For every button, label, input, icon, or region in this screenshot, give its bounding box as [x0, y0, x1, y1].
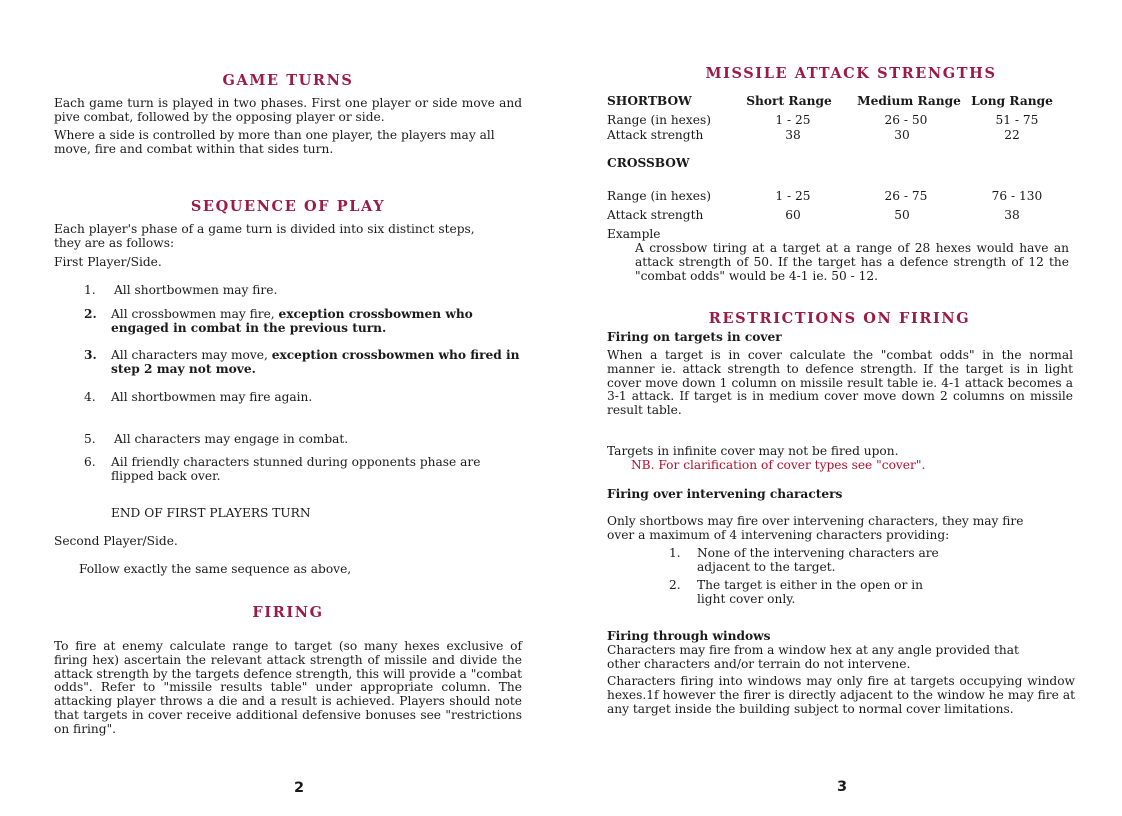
- missile-heading: MISSILE ATTACK STRENGTHS: [705, 65, 997, 82]
- table-cell: 51 - 75: [995, 113, 1039, 127]
- row-label: Attack strength: [607, 208, 704, 222]
- step-number: 2.: [84, 307, 97, 321]
- row-label: Range (in hexes): [607, 189, 711, 203]
- right-page: [561, 0, 1122, 816]
- example-label: Example: [607, 227, 661, 241]
- item-text: The target is either in the open or in light cover only.: [697, 578, 923, 606]
- step-number: 6.: [84, 455, 96, 469]
- row-label: Range (in hexes): [607, 113, 711, 127]
- first-player-label: First Player/Side.: [54, 255, 162, 269]
- table-cell: 60: [785, 208, 801, 222]
- table-cell: 1 - 25: [775, 113, 811, 127]
- step-number: 4.: [84, 390, 96, 404]
- row-label: Attack strength: [607, 128, 704, 142]
- table-cell: 26 - 75: [884, 189, 928, 203]
- game-turns-heading: GAME TURNS: [222, 72, 354, 89]
- step-text: All characters may move, exception crossbowmen who fired in step 2 may not move.: [111, 348, 520, 376]
- column-header: Medium Range: [857, 94, 961, 108]
- item-number: 1.: [669, 546, 681, 560]
- end-first-turn: END OF FIRST PLAYERS TURN: [111, 506, 311, 520]
- infinite-cover-text: Targets in infinite cover may not be fired upon.: [607, 444, 899, 458]
- step-text: All shortbowmen may fire again.: [111, 390, 313, 404]
- crossbow-title: CROSSBOW: [607, 156, 690, 170]
- table-cell: 22: [1004, 128, 1020, 142]
- step-number: 3.: [84, 348, 97, 362]
- follow-text: Follow exactly the same sequence as above,: [79, 562, 352, 576]
- item-text: None of the intervening characters are adjacent to the target.: [697, 546, 939, 574]
- game-turns-paragraph-1: Each game turn is played in two phases. First one player or side move and pive combat, followed by the opposing player or side.: [54, 96, 522, 124]
- table-cell: 38: [1004, 208, 1020, 222]
- table-cell: 26 - 50: [884, 113, 928, 127]
- step-text: All shortbowmen may fire.: [114, 283, 278, 297]
- shortbow-title: SHORTBOW: [607, 94, 692, 108]
- firing-paragraph: To fire at enemy calculate range to target (so many hexes exclusive of firing hex) ascertain the relevant attack strength of missile and divide the attack strength by the targets defence strength, this will provide a "combat odds". Refer to "missile results table" under appropriate column. The attacking player throws a die and a result is achieved. Players should note that targets in cover receive additional defensive bonuses see "restrictions on firing".: [54, 639, 522, 736]
- intervening-subtitle: Firing over intervening characters: [607, 487, 843, 501]
- page-number: 3: [837, 779, 848, 795]
- cover-note: NB. For clarification of cover types see "cover".: [631, 458, 926, 472]
- step-text: All characters may engage in combat.: [114, 432, 349, 446]
- table-cell: 76 - 130: [991, 189, 1043, 203]
- table-cell: 30: [894, 128, 910, 142]
- sequence-intro: Each player's phase of a game turn is divided into six distinct steps, they are as follows:: [54, 222, 475, 250]
- item-number: 2.: [669, 578, 681, 592]
- game-turns-paragraph-2: Where a side is controlled by more than one player, the players may all move, fire and combat within that sides turn.: [54, 128, 495, 156]
- windows-subtitle: Firing through windows: [607, 629, 771, 643]
- cover-subtitle: Firing on targets in cover: [607, 330, 782, 344]
- column-header: Long Range: [971, 94, 1053, 108]
- second-player-label: Second Player/Side.: [54, 534, 178, 548]
- column-header: Short Range: [746, 94, 832, 108]
- intervening-text: Only shortbows may fire over intervening characters, they may fire over a maximum of 4 intervening characters providing:: [607, 514, 1024, 542]
- step-text: Ail friendly characters stunned during opponents phase are flipped back over.: [111, 455, 481, 483]
- step-text: All crossbowmen may fire, exception crossbowmen who engaged in combat in the previous turn.: [111, 307, 473, 335]
- restrictions-heading: RESTRICTIONS ON FIRING: [708, 310, 971, 327]
- step-number: 1.: [84, 283, 96, 297]
- windows-paragraph-2: Characters firing into windows may only fire at targets occupying window hexes.1f however the firer is directly adjacent to the window he may fire at any target inside the building subject to normal cover limitations.: [607, 674, 1075, 716]
- table-cell: 38: [785, 128, 801, 142]
- cover-text: When a target is in cover calculate the "combat odds" in the normal manner ie. attack strength to defence strength. If the target is in light cover move down 1 column on missile result table ie. 4-1 attack becomes a 3-1 attack. If target is in medium cover move down 2 columns on missile result table.: [607, 348, 1073, 418]
- page-number: 2: [294, 780, 305, 796]
- step-number: 5.: [84, 432, 96, 446]
- sequence-heading: SEQUENCE OF PLAY: [190, 198, 386, 215]
- table-cell: 1 - 25: [775, 189, 811, 203]
- firing-heading: FIRING: [252, 604, 324, 621]
- windows-paragraph-1: Characters may fire from a window hex at any angle provided that other characters and/or terrain do not intervene.: [607, 643, 1019, 671]
- example-text: A crossbow tiring at a target at a range of 28 hexes would have an attack strength of 50. If the target has a defence strength of 12 the "combat odds" would be 4-1 ie. 50 - 12.: [635, 241, 1069, 283]
- table-cell: 50: [894, 208, 910, 222]
